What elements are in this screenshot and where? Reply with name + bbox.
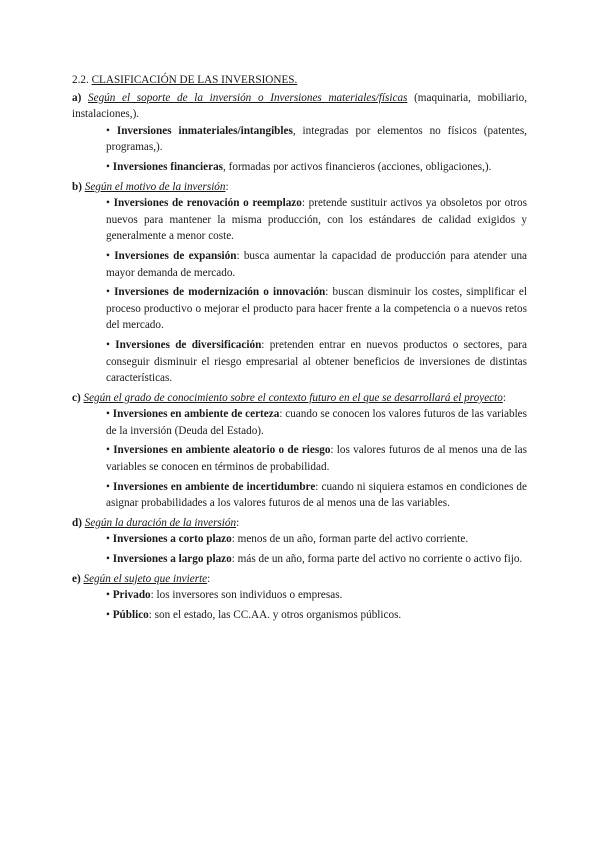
- bullet-item: [106, 406, 527, 439]
- section-title-suffix: :: [225, 180, 229, 193]
- bullet-icon: •: [106, 197, 114, 210]
- section-title: [72, 571, 527, 588]
- bullet-item: [106, 337, 527, 387]
- heading-text: CLASIFICACIÓN DE LAS INVERSIONES.: [91, 74, 298, 86]
- section-title-suffix: :: [207, 572, 211, 585]
- section-title-text: Según el motivo de la inversión: [84, 180, 226, 193]
- bullet-icon: •: [106, 533, 113, 546]
- section-letter: d): [72, 516, 82, 529]
- bullet-item: [106, 123, 527, 156]
- bullet-icon: •: [106, 338, 116, 351]
- bullet-icon: •: [106, 249, 115, 262]
- bullet-term: Inversiones de diversificación: [115, 338, 262, 351]
- bullet-list: [106, 123, 527, 176]
- bullet-description: : menos de un año, forman parte del activo corriente.: [231, 533, 469, 546]
- bullet-description: : más de un año, forma parte del activo no corriente o activo fijo.: [231, 553, 523, 566]
- bullet-term: Público: [112, 608, 149, 621]
- section-letter: c): [72, 391, 81, 404]
- section-title: [72, 90, 527, 123]
- bullet-description: , integradas por elementos no físicos (patentes, programas,).: [106, 124, 527, 154]
- bullet-description: : busca aumentar la capacidad de producción para atender una mayor demanda de mercado.: [106, 249, 528, 279]
- bullet-icon: •: [106, 480, 113, 493]
- bullet-description: : son el estado, las CC.AA. y otros organismos públicos.: [148, 608, 402, 621]
- bullet-item: [106, 607, 527, 624]
- bullet-description: : cuando ni siquiera estamos en condiciones de asignar probabilidades a los valores futuros de al menos una de las variables.: [106, 480, 527, 510]
- bullet-term: Inversiones en ambiente aleatorio o de riesgo: [113, 444, 331, 457]
- sections-container: [72, 90, 527, 624]
- bullet-term: Inversiones financieras: [112, 160, 224, 173]
- section-title-text: Según el soporte de la inversión o Inversiones materiales/físicas: [88, 91, 408, 104]
- bullet-description: : pretenden entrar en nuevos productos o sectores, para conseguir disminuir el riesgo empresarial al obtener beneficios de inversiones de distintas características.: [106, 338, 527, 385]
- bullet-item: [106, 442, 527, 475]
- bullet-description: : los valores futuros de al menos una de las variables se conocen en términos de probabilidad.: [106, 444, 527, 474]
- bullet-icon: •: [106, 444, 114, 457]
- section-title: [72, 179, 527, 196]
- bullet-list: [106, 406, 527, 512]
- bullet-item: [106, 195, 527, 245]
- section-title: [72, 515, 527, 532]
- bullet-icon: •: [106, 589, 113, 602]
- section-heading: [72, 72, 527, 89]
- section-block: [72, 90, 527, 176]
- bullet-icon: •: [106, 286, 115, 299]
- bullet-term: Inversiones a corto plazo: [112, 533, 232, 546]
- section-title-text: Según el grado de conocimiento sobre el contexto futuro en el que se desarrollará el proyecto: [83, 391, 503, 404]
- bullet-description: : los inversores son individuos o empresas.: [150, 589, 343, 602]
- bullet-term: Inversiones en ambiente de certeza: [112, 408, 280, 421]
- bullet-term: Inversiones de modernización o innovación: [114, 286, 326, 299]
- section-title-suffix: :: [236, 516, 240, 529]
- bullet-item: [106, 248, 527, 281]
- bullet-description: : pretende sustituir activos ya obsoletos por otros nuevos para mantener la misma producción, con los estándares de calidad exigidos y generalmente a menor coste.: [106, 197, 527, 243]
- bullet-list: [106, 587, 527, 623]
- bullet-icon: •: [106, 124, 117, 137]
- bullet-icon: •: [106, 408, 113, 421]
- section-block: [72, 515, 527, 568]
- bullet-term: Privado: [112, 589, 151, 602]
- bullet-description: , formadas por activos financieros (acciones, obligaciones,).: [223, 160, 492, 173]
- bullet-description: : buscan disminuir los costes, simplificar el proceso productivo o mejorar el producto para hacer frente a la competencia o a nuevos retos del mercado.: [106, 286, 528, 332]
- section-block: [72, 571, 527, 624]
- bullet-term: Inversiones de expansión: [114, 249, 237, 262]
- bullet-list: [106, 195, 527, 387]
- bullet-item: [106, 479, 527, 512]
- bullet-item: [106, 531, 527, 548]
- bullet-item: [106, 587, 527, 604]
- bullet-term: Inversiones en ambiente de incertidumbre: [113, 480, 316, 493]
- section-block: [72, 179, 527, 387]
- bullet-icon: •: [106, 160, 113, 173]
- bullet-item: [106, 551, 527, 568]
- section-title: [72, 390, 527, 407]
- section-title-text: Según el sujeto que invierte: [83, 572, 208, 585]
- bullet-term: Inversiones de renovación o reemplazo: [113, 197, 302, 210]
- section-letter: e): [72, 572, 81, 585]
- heading-number: 2.2.: [72, 74, 89, 86]
- bullet-icon: •: [106, 553, 113, 566]
- bullet-term: Inversiones a largo plazo: [112, 553, 232, 566]
- bullet-icon: •: [106, 608, 113, 621]
- bullet-item: [106, 159, 527, 176]
- section-letter: b): [72, 180, 82, 193]
- section-title-suffix: :: [502, 391, 506, 404]
- bullet-term: Inversiones inmateriales/intangibles: [116, 124, 293, 137]
- bullet-item: [106, 284, 527, 334]
- section-letter: a): [72, 91, 82, 104]
- section-title-text: Según la duración de la inversión: [84, 516, 237, 529]
- section-title-suffix: (maquinaria, mobiliario, instalaciones,).: [72, 91, 528, 121]
- bullet-description: : cuando se conocen los valores futuros de las variables de la inversión (Deuda del Estado).: [106, 408, 528, 437]
- bullet-list: [106, 531, 527, 567]
- document-content: [72, 72, 527, 626]
- section-block: [72, 390, 527, 512]
